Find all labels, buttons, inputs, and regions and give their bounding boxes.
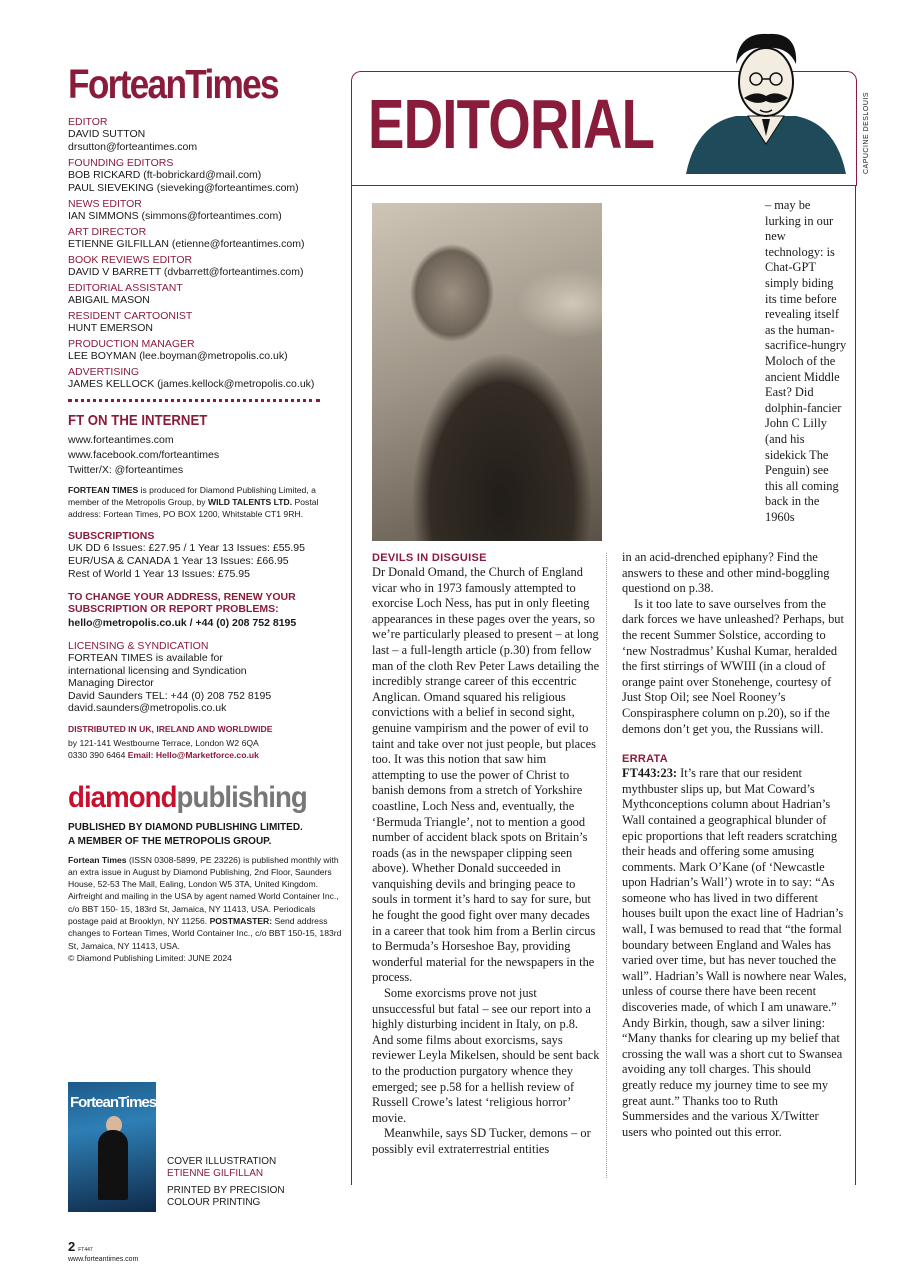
- folio-url: www.forteantimes.com: [68, 1256, 139, 1263]
- licensing-email[interactable]: david.saunders@metropolis.co.uk: [68, 702, 227, 714]
- internet-heading: FT ON THE INTERNET: [68, 412, 208, 429]
- staff-list: [68, 116, 343, 391]
- header-rule: [351, 185, 856, 186]
- staff-line: HUNT EMERSON: [68, 322, 153, 334]
- staff-line: DAVID SUTTON: [68, 128, 146, 140]
- fortean-times-logo: ForteanTimes: [68, 61, 278, 107]
- staff-line[interactable]: ETIENNE GILFILLAN (etienne@forteantimes.com): [68, 238, 305, 250]
- page-folio: [68, 1238, 138, 1264]
- distribution-contact: 0330 390 6464 Email: Hello@Marketforce.co.uk: [68, 749, 259, 760]
- paragraph: Dr Donald Omand, the Church of England vicar who in 1973 famously attempted to exorcise Loch Ness, has put in only fleeting appearances in these pages over the years, so we’re particularly pleased to present – at long last – a full-length article (p.30) from fellow man of the cloth Rev Peter Laws detailing the incredibly strange career of this eccentric Anglican. Omand squared his religious convictions with a belief in second sight, genuine vampirism and the power of evil to taint and take over not just people, but places too. It was this notion that saw him attempting to use the power of Christ to banish demons from a stretch of Yorkshire coastline, Loch Ness and, eventually, the ‘Bermuda Triangle’, not to mention a good number of accident black spots on Britain’s roads (as in the newspaper clipping seen above). Whether Donald succeeded in vanquishing devils and bringing peace to souls in torment it’s hard to say for sure, but he fought the good fight over many decades in a career that took him from a Berlin circus to Bermuda’s Horseshoe Bay, providing wonderful material for the newspapers in the process.: [372, 565, 600, 985]
- editorial-column-right: [622, 550, 847, 1140]
- staff-entry: [68, 116, 343, 154]
- staff-role: ART DIRECTOR: [68, 226, 147, 238]
- cover-thumbnail: [68, 1082, 156, 1212]
- staff-role: EDITORIAL ASSISTANT: [68, 282, 183, 294]
- staff-line[interactable]: IAN SIMMONS (simmons@forteantimes.com): [68, 210, 282, 222]
- staff-entry: [68, 198, 343, 223]
- distribution-address: by 121-141 Westbourne Terrace, London W2 6QA: [68, 737, 259, 748]
- change-address-heading: TO CHANGE YOUR ADDRESS, RENEW YOUR SUBSCRIPTION OR REPORT PROBLEMS:: [68, 591, 296, 615]
- portrait-credit: CAPUCINE DESLOUIS: [863, 92, 870, 175]
- legal-notice: Fortean Times (ISSN 0308-5899, PE 23226) is published monthly with an extra issue in August by Diamond Publishing, 2nd Floor, Saunders House, 52-53 The Mall, Ealing, London W5 3TA, United Kingdom. Airfreight and mailing in the USA by agent named World Container Inc., c/o BBT 150- 15, 183rd St, Jamaica, NY 11413, USA. Periodicals postage paid at Brooklyn, NY 11256. POSTMASTER: Send address changes to Fortean Times, World Container Inc., c/o BBT 150-15, 183rd St, Jamaica, NY 11413, USA.: [68, 854, 342, 951]
- copyright: © Diamond Publishing Limited: JUNE 2024: [68, 952, 232, 963]
- column-separator: [606, 553, 607, 1178]
- licensing-line: international licensing and Syndication: [68, 664, 247, 677]
- devils-in-disguise-heading: DEVILS IN DISGUISE: [372, 552, 487, 564]
- staff-line[interactable]: DAVID V BARRETT (dvbarrett@forteantimes.com): [68, 266, 304, 278]
- facebook-link[interactable]: www.facebook.com/forteantimes: [68, 449, 220, 461]
- staff-entry: [68, 157, 343, 195]
- staff-entry: [68, 226, 343, 251]
- paragraph: FT443:23: It’s rare that our resident mythbuster slips up, but Mat Coward’s Mythconceptions column about Hadrian’s Wall contained a geographical blunder of epic proportions that left readers scratching their heads and offering some amusing comments. Mark O’Kane (of ‘Newcastle upon Hadrian’s Wall’) wrote in to say: “As someone who has lived in two different houses built upon the exact line of Hadrian’s wall, I was bemused to read that “the formal boundary between England and Wales has varied over time, but has never touched the wall”. Hadrian’s Wall is nowhere near Wales, unless of course there have been recent discoveries made, of which I am unaware.” Andy Birkin, though, saw a silver lining: “Many thanks for clearing up my belief that crossing the wall was a short cut to Swansea avoiding any toll charges. This should greatly reduce my journey time to see my great aunt.” Thanks too to Ruth Summersides and the various X/Twitter users who pointed out this error.: [622, 766, 847, 1139]
- issue-code: FT447: [78, 1247, 93, 1253]
- staff-entry: [68, 282, 343, 307]
- paragraph: in an acid-drenched epiphany? Find the answers to these and other mind-boggling questiond on p.38.: [622, 550, 830, 596]
- page-number: 2: [68, 1239, 76, 1254]
- staff-role: RESIDENT CARTOONIST: [68, 310, 193, 322]
- errata-heading: ERRATA: [622, 753, 668, 766]
- website-link[interactable]: www.forteantimes.com: [68, 434, 174, 446]
- editor-portrait-illustration: [676, 24, 854, 174]
- paragraph: Meanwhile, says SD Tucker, demons – or possibly evil extraterrestrial entities: [372, 1126, 591, 1156]
- staff-line[interactable]: BOB RICKARD (ft-bobrickard@mail.com): [68, 169, 262, 181]
- twitter-handle[interactable]: Twitter/X: @forteantimes: [68, 464, 184, 476]
- subscription-line: UK DD 6 Issues: £27.95 / 1 Year 13 Issues: £55.95: [68, 542, 305, 554]
- licensing-heading: LICENSING & SYNDICATION: [68, 640, 209, 652]
- staff-role: PRODUCTION MANAGER: [68, 338, 195, 350]
- licensing-line: FORTEAN TIMES is available for: [68, 652, 223, 664]
- subscriptions-heading: SUBSCRIPTIONS: [68, 530, 155, 542]
- editorial-title: EDITORIAL: [368, 85, 655, 163]
- dotted-divider: [68, 399, 320, 402]
- frame-border-left: [351, 185, 352, 1185]
- change-address-contact[interactable]: hello@metropolis.co.uk / +44 (0) 208 752 8195: [68, 617, 297, 629]
- paragraph: Some exorcisms prove not just unsuccessful but fatal – see our report into a highly disturbing incident in Italy, on p.8. And some films about exorcisms, says reviewer Leyla Mikelsen, should be sent back to the production purgatory whence they emerged; see p.58 for a hellish review of Russell Crowe’s latest ‘religious horror’ movie.: [372, 986, 600, 1125]
- staff-role: EDITOR: [68, 116, 108, 128]
- frame-border-right: [855, 185, 856, 1185]
- staff-role: NEWS EDITOR: [68, 198, 142, 210]
- cover-credits: COVER ILLUSTRATION ETIENNE GILFILLAN PRINTED BY PRECISION COLOUR PRINTING: [167, 1156, 285, 1208]
- production-note: FORTEAN TIMES is produced for Diamond Publishing Limited, a member of the Metropolis Group, by WILD TALENTS LTD. Postal address: Fortean Times, PO BOX 1200, Whitstable CT1 9RH.: [68, 485, 319, 519]
- staff-line[interactable]: PAUL SIEVEKING (sieveking@forteantimes.com): [68, 182, 299, 194]
- staff-entry: [68, 366, 343, 391]
- editorial-column-right-top: – may be lurking in our new technology: is Chat-GPT simply biding its time before revealing itself as the human-sacrifice-hungry Moloch of the ancient Middle East? Did dolphin-fancier John C Lilly (and his sidekick The Penguin) see this all coming back in the 1960s: [765, 198, 847, 524]
- staff-line[interactable]: drsutton@forteantimes.com: [68, 141, 198, 153]
- staff-role: BOOK REVIEWS EDITOR: [68, 254, 193, 266]
- distribution-heading: DISTRIBUTED IN UK, IRELAND AND WORLDWIDE: [68, 723, 273, 734]
- licensing-line: Managing Director: [68, 677, 154, 689]
- cover-thumbnail-title: ForteanTimes: [70, 1094, 157, 1111]
- staff-line[interactable]: LEE BOYMAN (lee.boyman@metropolis.co.uk): [68, 350, 288, 362]
- staff-line: ABIGAIL MASON: [68, 294, 150, 306]
- staff-role: ADVERTISING: [68, 366, 139, 378]
- staff-entry: [68, 254, 343, 279]
- paragraph: Is it too late to save ourselves from the dark forces we have unleashed? Perhaps, but the recent Summer Solstice, according to ‘new Nostradmus’ Kushal Kumar, heralded the first stirrings of WWIII (in a cloud of orange paint over Stonehenge, courtesy of Just Stop Oil; see Noel Rooney’s Conspirasphere column on p.20), so if the demons don’t get you, the Russians will.: [622, 596, 844, 736]
- published-by: PUBLISHED BY DIAMOND PUBLISHING LIMITED. A MEMBER OF THE METROPOLIS GROUP.: [68, 821, 303, 847]
- staff-line[interactable]: JAMES KELLOCK (james.kellock@metropolis.co.uk): [68, 378, 315, 390]
- staff-role: FOUNDING EDITORS: [68, 157, 174, 169]
- omand-newspaper-photo: [372, 203, 602, 541]
- subscription-line: Rest of World 1 Year 13 Issues: £75.95: [68, 568, 250, 580]
- masthead-column: [68, 62, 343, 964]
- cover-figure: [98, 1130, 128, 1200]
- editorial-column-left: [372, 552, 600, 1158]
- distribution-email[interactable]: Email: Hello@Marketforce.co.uk: [127, 749, 259, 760]
- licensing-line: David Saunders TEL: +44 (0) 208 752 8195: [68, 689, 272, 702]
- subscription-line: EUR/USA & CANADA 1 Year 13 Issues: £66.95: [68, 555, 289, 567]
- staff-entry: [68, 310, 343, 335]
- staff-entry: [68, 338, 343, 363]
- diamond-publishing-logo: diamondpublishing: [68, 780, 307, 814]
